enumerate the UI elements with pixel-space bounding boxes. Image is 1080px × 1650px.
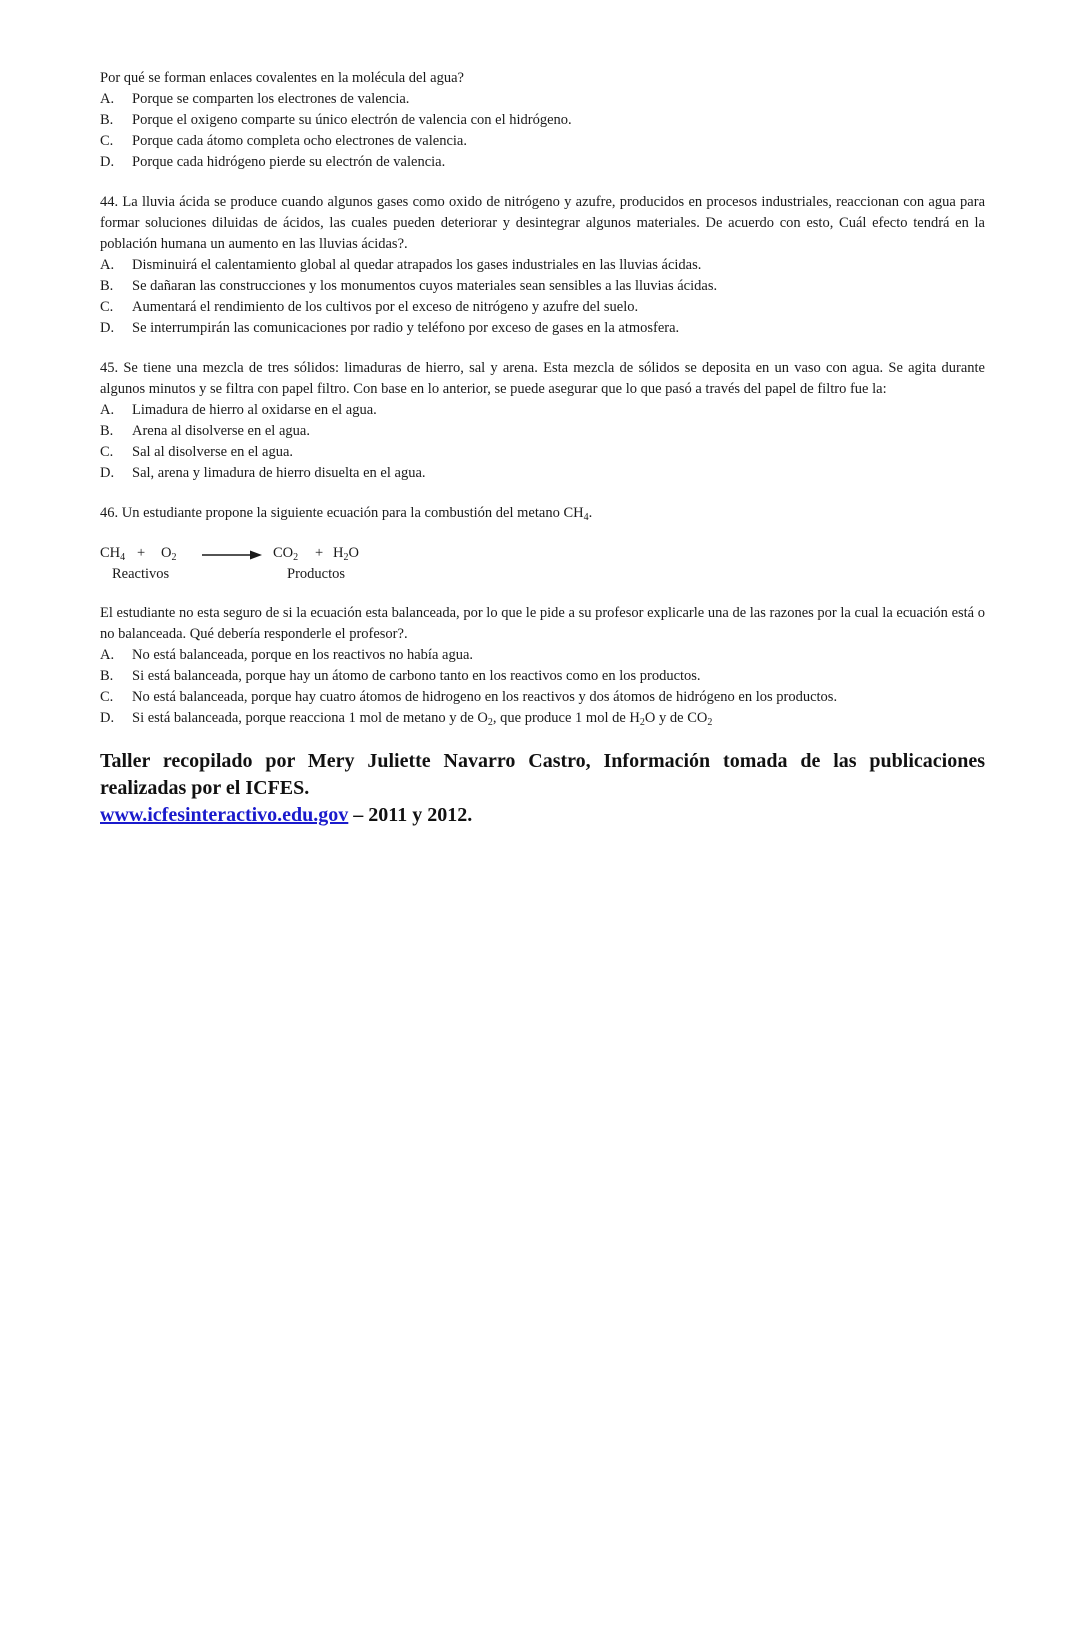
- option-item: [100, 708, 985, 729]
- plus-sign: +: [315, 545, 324, 561]
- option-letter: C.: [100, 444, 114, 460]
- question-44-stem: 44. La lluvia ácida se produce cuando algunos gases como oxido de nitrógeno y azufre, producidos en procesos industriales, reaccionan con agua para formar soluciones diluidas de ácidos, las cuales pueden deteriorar y desintegrar algunos materiales. De acuerdo con esto, Cuál efecto tendrá en la población humana un aumento en las lluvias ácidas?.: [100, 194, 985, 252]
- option-text: Se interrumpirán las comunicaciones por radio y teléfono por exceso de gases en la atmosfera.: [132, 320, 680, 336]
- question-45-options: [100, 400, 985, 484]
- option-text: Porque cada hidrógeno pierde su electrón de valencia.: [132, 154, 446, 170]
- option-item: [100, 442, 985, 463]
- stem-end: .: [588, 505, 593, 521]
- question-46: [100, 503, 985, 524]
- option-letter: A.: [100, 257, 115, 273]
- credits-line: Taller recopilado por Mery Juliette Navarro Castro, Información tomada de las publicaciones realizadas por el ICFES.: [100, 750, 985, 799]
- option-item: [100, 400, 985, 421]
- question-45-stem: 45. Se tiene una mezcla de tres sólidos: limaduras de hierro, sal y arena. Esta mezcla de sólidos se deposita en un vaso con agua. Se agita durante algunos minutos y se filtra con papel filtro. Con base en lo anterior, se puede asegurar que lo que pasó a través del papel de filtro fue la:: [100, 360, 985, 397]
- option-letter: D.: [100, 154, 115, 170]
- stem-text: 46. Un estudiante propone la siguiente ecuación para la combustión del metano CH: [100, 505, 584, 521]
- option-text: Porque el oxigeno comparte su único electrón de valencia con el hidrógeno.: [132, 112, 572, 128]
- question-46-body: [100, 603, 985, 729]
- carbon-dioxide-formula: [273, 543, 298, 564]
- option-text: [132, 708, 985, 729]
- option-item: [100, 421, 985, 442]
- option-text: No está balanceada, porque hay cuatro átomos de hidrogeno en los reactivos y dos átomos de hidrógeno en los productos.: [132, 689, 838, 705]
- chemical-equation: [100, 543, 985, 587]
- question-43-options: [100, 89, 985, 173]
- option-item: [100, 297, 985, 318]
- option-text: Disminuirá el calentamiento global al quedar atrapados los gases industriales en las lluvias ácidas.: [132, 257, 702, 273]
- reactants-label: Reactivos: [112, 566, 170, 582]
- formula-subscript: 2: [293, 552, 299, 563]
- option-text: Limadura de hierro al oxidarse en el agua.: [132, 402, 377, 418]
- formula-subscript: 4: [120, 552, 126, 563]
- question-44: [100, 192, 985, 339]
- option-letter: C.: [100, 133, 114, 149]
- water-formula: [333, 543, 359, 564]
- option-item: [100, 463, 985, 484]
- option-letter: B.: [100, 278, 114, 294]
- option-item: [100, 318, 985, 339]
- question-44-options: [100, 255, 985, 339]
- formula-subscript: 2: [171, 552, 177, 563]
- option-letter: C.: [100, 299, 114, 315]
- option-letter: C.: [100, 689, 114, 705]
- formula-text: O: [161, 545, 172, 561]
- oxygen-formula: [161, 543, 176, 564]
- credits-block: [100, 748, 985, 829]
- credits-source: [100, 802, 985, 829]
- option-text-part: O y de CO: [644, 710, 708, 726]
- formula-text: CH: [100, 545, 121, 561]
- source-link[interactable]: www.icfesinteractivo.edu.gov: [100, 804, 349, 826]
- option-text: Porque se comparten los electrones de valencia.: [132, 91, 410, 107]
- option-text: No está balanceada, porque en los reactivos no había agua.: [132, 647, 474, 663]
- question-46-options: [100, 645, 985, 729]
- option-letter: B.: [100, 668, 114, 684]
- methane-formula: [100, 543, 125, 564]
- option-item: [100, 255, 985, 276]
- formula-text: O: [348, 545, 359, 561]
- option-text: Sal, arena y limadura de hierro disuelta en el agua.: [132, 465, 426, 481]
- option-text-part: Si está balanceada, porque reacciona 1 mol de metano y de O: [132, 710, 488, 726]
- option-text-part: , que produce 1 mol de H: [492, 710, 640, 726]
- option-item: [100, 89, 985, 110]
- option-item: [100, 110, 985, 131]
- formula-text: H: [333, 545, 344, 561]
- option-item: [100, 687, 985, 708]
- option-letter: D.: [100, 710, 115, 726]
- option-item: [100, 645, 985, 666]
- option-item: [100, 276, 985, 297]
- option-text: Arena al disolverse en el agua.: [132, 423, 310, 439]
- plus-sign: +: [137, 545, 146, 561]
- formula-text: CO: [273, 545, 294, 561]
- question-46-stem: [100, 503, 985, 524]
- page-content: [100, 68, 985, 829]
- option-text: Porque cada átomo completa ocho electrones de valencia.: [132, 133, 467, 149]
- option-letter: A.: [100, 647, 115, 663]
- option-letter: B.: [100, 112, 114, 128]
- option-item: [100, 666, 985, 687]
- question-43: [100, 68, 985, 173]
- question-43-stem: Por qué se forman enlaces covalentes en la molécula del agua?: [100, 70, 464, 86]
- credits-years: – 2011 y 2012.: [348, 804, 473, 826]
- option-text: Si está balanceada, porque hay un átomo de carbono tanto en los reactivos como en los productos.: [132, 668, 701, 684]
- products-label: Productos: [287, 566, 345, 582]
- option-text: Se dañaran las construcciones y los monumentos cuyos materiales sean sensibles a las lluvias ácidas.: [132, 278, 718, 294]
- question-46-stem2: El estudiante no esta seguro de si la ecuación esta balanceada, por lo que le pide a su profesor explicarle una de las razones por la cual la ecuación está o no balanceada. Qué debería responderle el profesor?.: [100, 605, 985, 642]
- stem-subscript: 4: [583, 512, 589, 523]
- formula-subscript: 2: [639, 717, 645, 728]
- option-letter: D.: [100, 320, 115, 336]
- formula-subscript: 2: [343, 552, 349, 563]
- option-item: [100, 152, 985, 173]
- option-letter: A.: [100, 402, 115, 418]
- option-letter: B.: [100, 423, 114, 439]
- question-45: [100, 358, 985, 484]
- formula-subscript: 2: [707, 717, 713, 728]
- option-letter: A.: [100, 91, 115, 107]
- option-text: Sal al disolverse en el agua.: [132, 444, 294, 460]
- option-item: [100, 131, 985, 152]
- formula-subscript: 2: [487, 717, 493, 728]
- option-letter: D.: [100, 465, 115, 481]
- option-text: Aumentará el rendimiento de los cultivos por el exceso de nitrógeno y azufre del suelo.: [132, 299, 639, 315]
- reaction-arrow-icon: [202, 550, 262, 560]
